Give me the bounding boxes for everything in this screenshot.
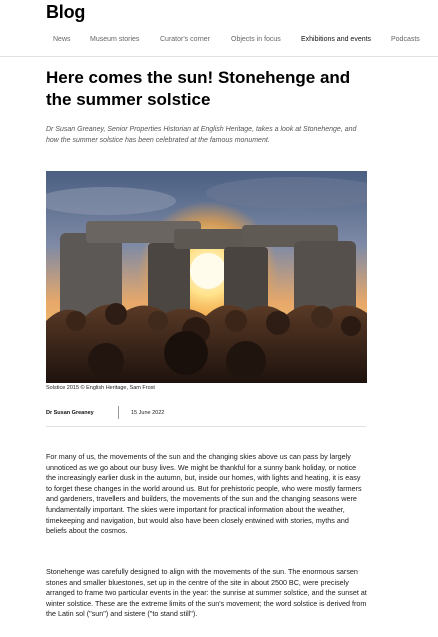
nav-objects-in-focus[interactable]: Objects in focus xyxy=(231,36,281,43)
nav-exhibitions-and-events[interactable]: Exhibitions and events xyxy=(301,36,372,43)
article-meta xyxy=(46,404,366,427)
site-header xyxy=(0,0,438,57)
body-paragraph-1: For many of us, the movements of the sun and the changing skies above us can pass by largely unnoticed as we go about our busy lives. We might be thankful for a sunny bank holiday, or notice the increasingly earlier dusk in the autumn, but, inside our homes, with lights and heating, it is easy to forget these changes in the world around us. But for prehistoric people, who were mostly farmers and gardeners, travellers and builders, the movements of the sun and the changing seasons were fundamentally important. The skies were important for practical information about the weather, timekeeping and navigation, but would also have been closely entwined with stories, myths and beliefs about the cosmos. xyxy=(46,452,362,536)
blog-title[interactable]: Blog xyxy=(46,2,86,22)
meta-divider xyxy=(118,406,119,419)
article-intro: Dr Susan Greaney, Senior Properties Historian at English Heritage, takes a look at Stonehenge, and how the summer solstice has been celebrated at the famous monument. xyxy=(46,126,357,144)
body-paragraph-2: Stonehenge was carefully designed to align with the movements of the sun. The enormous sarsen stones and smaller bluestones, set up in the centre of the site in about 2500 BC, were precisely arranged to frame two particular events in the year: the sunrise at summer solstice, and the sunset at winter solstice. These are the extreme limits of the sun's movement; the word solstice is derived from the Latin sol ("sun") and sistere ("to stand still"). xyxy=(46,567,367,619)
solstice-photo xyxy=(46,171,367,383)
article-title: Here comes the sun! Stonehenge and the summer solstice xyxy=(46,68,351,109)
nav-podcasts[interactable]: Podcasts xyxy=(391,36,420,43)
photo-caption: Solstice 2015 © English Heritage, Sam Frost xyxy=(46,385,155,391)
nav-museum-stories[interactable]: Museum stories xyxy=(90,36,140,43)
nav-news[interactable]: News xyxy=(53,36,71,43)
nav-curators-corner[interactable]: Curator's corner xyxy=(160,36,210,43)
publish-date: 15 June 2022 xyxy=(131,410,165,416)
author-name[interactable]: Dr Susan Greaney xyxy=(46,410,94,416)
